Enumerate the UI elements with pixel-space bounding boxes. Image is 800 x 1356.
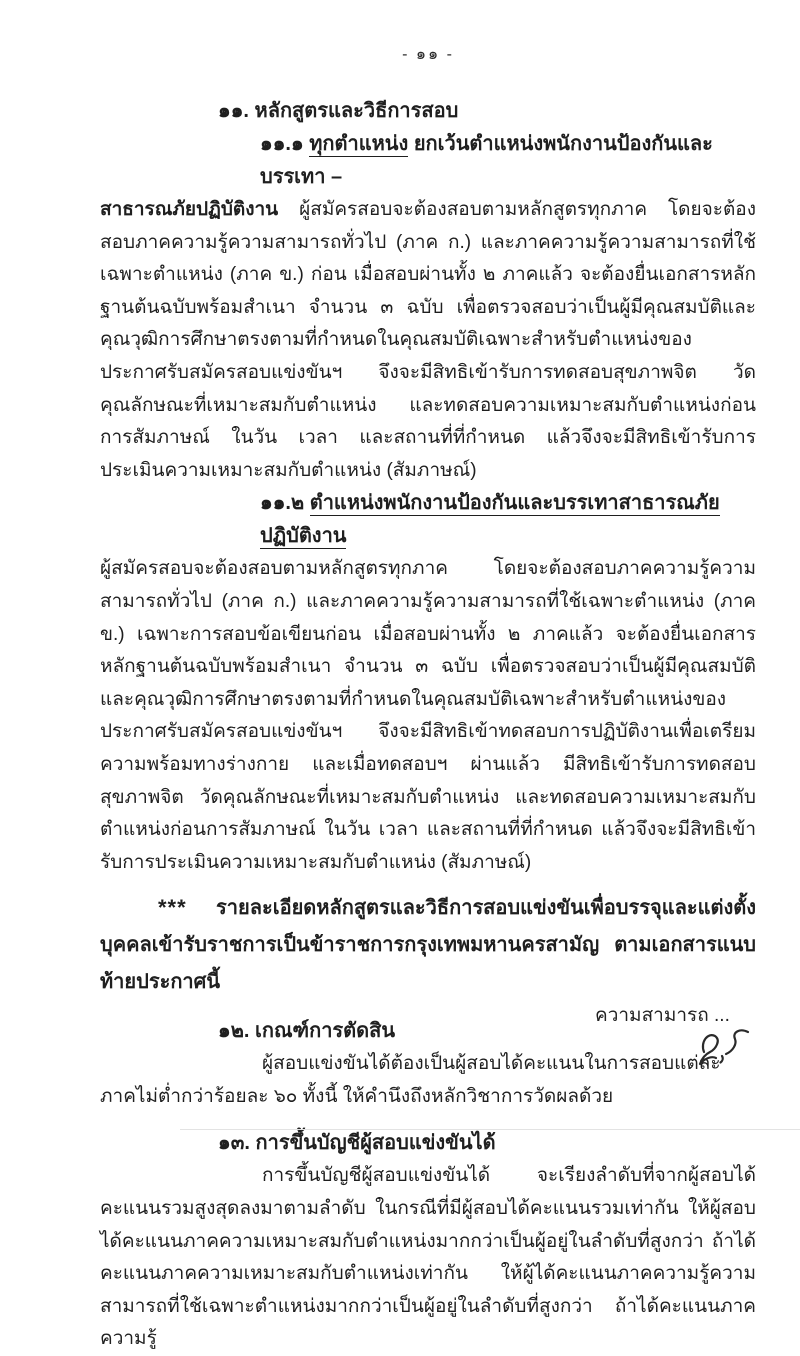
annex-note (100, 889, 756, 1001)
document-content (100, 42, 756, 1356)
section-11-heading: ๑๑. หลักสูตรและวิธีการสอบ (218, 100, 459, 122)
page-catchword: ความสามารถ ... (595, 1005, 730, 1026)
section-11-1-number: ๑๑.๑ (260, 133, 304, 155)
signature-mark (688, 1022, 758, 1080)
section-13-paragraph: การขึ้นบัญชีผู้สอบแข่งขันได้ จะเรียงลำดับที่จากผู้สอบได้คะแนนรวมสูงสุดลงมาตามลำดับ ในกรณีที่มีผู้สอบได้คะแนนรวมเท่ากัน ให้ผู้สอบได้คะแนนภาคความเหมาะสมกับตำแหน่งมากกว่าเป็นผู้อยู่ในลำดับที่สูงกว่า ถ้าได้คะแนนภาคความเหมาะสมกับตำแหน่งเท่ากัน ให้ผู้ได้คะแนนภาคความรู้ความสามารถที่ใช้เฉพาะตำแหน่งมากกว่าเป็นผู้อยู่ในลำดับที่สูงกว่า ถ้าได้คะแนนภาคความรู้ (100, 1165, 756, 1350)
section-12-heading: ๑๒. เกณฑ์การตัดสิน (218, 1020, 396, 1043)
section-12-paragraph: ผู้สอบแข่งขันได้ต้องเป็นผู้สอบได้คะแนนในการสอบแต่ละภาคไม่ต่ำกว่าร้อยละ ๖๐ ทั้งนี้ ให้คำนึงถึงหลักวิชาการวัดผลด้วย (100, 1053, 721, 1107)
section-11-1-title-rest: ยกเว้นตำแหน่งพนักงานป้องกันและบรรเทา – (260, 133, 713, 188)
asterisks-marker: *** (158, 895, 187, 921)
section-11-1-heading (260, 128, 756, 194)
section-13-heading: ๑๓. การขึ้นบัญชีผู้สอบแข่งขันได้ (218, 1132, 496, 1155)
section-11-1-paragraph (100, 194, 756, 487)
page-number: - ๑๑ - (402, 46, 454, 63)
section-11-2-number: ๑๑.๒ (260, 492, 305, 515)
section-11-2-paragraph (100, 553, 756, 879)
section-11-2-title-underlined: ตำแหน่งพนักงานป้องกันและบรรเทาสาธารณภัยปฏิบัติงาน (260, 492, 720, 548)
section-11-1-body-text: ผู้สมัครสอบจะต้องสอบตามหลักสูตรทุกภาค โดยจะต้องสอบภาคความรู้ความสามารถทั่วไป (ภาค ก.) และภาคความรู้ความสามารถที่ใช้เฉพาะตำแหน่ง (ภาค ข.) ก่อน เมื่อสอบผ่านทั้ง ๒ ภาคแล้ว จะต้องยื่นเอกสารหลักฐานต้นฉบับพร้อมสำเนา จำนวน ๓ ฉบับ เพื่อตรวจสอบว่าเป็นผู้มีคุณสมบัติและคุณวุฒิการศึกษาตรงตามที่กำหนดในคุณสมบัติเฉพาะสำหรับตำแหน่งของประกาศรับสมัครสอบแข่งขันฯ จึงจะมีสิทธิเข้ารับการทดสอบสุขภาพจิต วัดคุณลักษณะที่เหมาะสมกับตำแหน่ง และทดสอบความเหมาะสมกับตำแหน่งก่อนการสัมภาษณ์ ในวัน เวลา และสถานที่ที่กำหนด แล้วจึงจะมีสิทธิเข้ารับการประเมินความเหมาะสมกับตำแหน่ง (สัมภาษณ์) (100, 199, 756, 481)
section-11-2-body-text: ผู้สมัครสอบจะต้องสอบตามหลักสูตรทุกภาค โดยจะต้องสอบภาคความรู้ความสามารถทั่วไป (ภาค ก.) และภาคความรู้ความสามารถที่ใช้เฉพาะตำแหน่ง (ภาค ข.) เฉพาะการสอบข้อเขียนก่อน เมื่อสอบผ่านทั้ง ๒ ภาคแล้ว จะต้องยื่นเอกสารหลักฐานต้นฉบับพร้อมสำเนา จำนวน ๓ ฉบับ เพื่อตรวจสอบว่าเป็นผู้มีคุณสมบัติและคุณวุฒิการศึกษาตรงตามที่กำหนดในคุณสมบัติเฉพาะสำหรับตำแหน่งของประกาศรับสมัครสอบแข่งขันฯ จึงจะมีสิทธิเข้าทดสอบการปฏิบัติงานเพื่อเตรียมความพร้อมทางร่างกาย และเมื่อทดสอบฯ ผ่านแล้ว มีสิทธิเข้ารับการทดสอบสุขภาพจิต วัดคุณลักษณะที่เหมาะสมกับตำแหน่ง และทดสอบความเหมาะสมกับตำแหน่งก่อนการสัมภาษณ์ ในวัน เวลา และสถานที่ที่กำหนด แล้วจึงจะมีสิทธิเข้ารับการประเมินความเหมาะสมกับตำแหน่ง (สัมภาษณ์) (100, 558, 756, 873)
section-11-1-title-underlined: ทุกตำแหน่ง (309, 133, 409, 155)
annex-note-text: รายละเอียดหลักสูตรและวิธีการสอบแข่งขันเพื่อบรรจุและแต่งตั้งบุคคลเข้ารับราชการเป็นข้าราชการกรุงเทพมหานครสามัญ ตามเอกสารแนบท้ายประกาศนี้ (100, 897, 756, 994)
scan-artifact-line (180, 1129, 800, 1130)
section-11-2-heading (260, 487, 756, 553)
section-11-1-lead-bold: สาธารณภัยปฏิบัติงาน (100, 199, 279, 220)
